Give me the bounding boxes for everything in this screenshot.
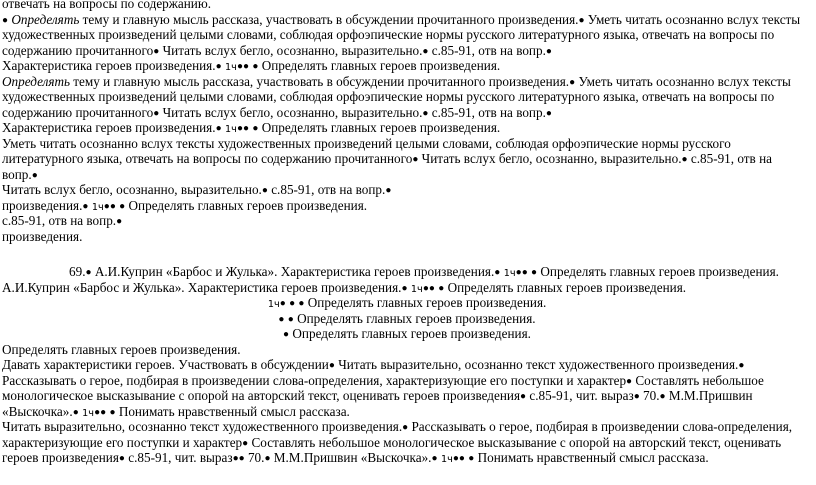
- bullet-icon: ●: [118, 453, 125, 464]
- bullet-icon: ●●: [422, 282, 435, 294]
- text-run: Читать вслух бегло, осознанно, выразительно.: [418, 151, 682, 166]
- text-line: [2, 58, 812, 74]
- text-line: художественных произведений целыми словами, соблюдая орфоэпические нормы русского литературного языка, отвечать на вопросы по: [2, 27, 775, 42]
- bullet-icon: ●: [252, 123, 259, 134]
- bullet-icon: ●: [545, 45, 552, 57]
- text-run: Уметь читать осознанно вслух тексты: [584, 11, 801, 27]
- bullet-icon: ●: [328, 360, 335, 371]
- bullet-icon: ●: [2, 14, 9, 26]
- bullet-icon: ●: [569, 76, 576, 88]
- text-line: [2, 12, 812, 28]
- document-body: [2, 0, 812, 466]
- text-run: А.И.Куприн «Барбос и Жулька». Характеристика героев произведения.: [91, 264, 495, 279]
- text-run: 70.: [244, 450, 265, 465]
- text-run: Уметь читать осознанно вслух тексты: [575, 73, 791, 89]
- hour-label: 1ч: [82, 407, 95, 419]
- text-line: [2, 105, 812, 121]
- text-line: [2, 326, 812, 342]
- text-line: [2, 311, 812, 327]
- text-run: с.85-91, отв на вопр.: [428, 104, 546, 120]
- text-line: [2, 419, 812, 435]
- bullet-icon: ●: [545, 107, 552, 119]
- text-line: [2, 167, 812, 183]
- bullet-icon: ●: [422, 107, 429, 119]
- text-line: [2, 450, 812, 466]
- bullet-icon: ●: [578, 14, 585, 26]
- bullet-icon: ●: [215, 123, 222, 134]
- hour-label: 1ч: [410, 283, 423, 295]
- italic-term: Определять: [11, 11, 80, 27]
- text-run: Понимать нравственный смысл рассказа.: [474, 450, 709, 465]
- text-line: [2, 280, 812, 296]
- text-run: с.85-91, отв на: [687, 151, 772, 166]
- bullet-icon: ●: [278, 313, 285, 325]
- text-line: [2, 295, 812, 311]
- text-run: Определять главных героев произведения.: [293, 310, 536, 326]
- text-run: произведения.: [2, 197, 83, 213]
- text-line: отвечать на вопросы по содержанию.: [2, 0, 211, 11]
- paragraph-gap: [2, 244, 812, 264]
- bullet-icon: ●: [494, 267, 501, 278]
- bullet-icon: ●: [153, 107, 160, 119]
- text-run: Читать выразительно, осознанно текст художественного произведения.: [2, 419, 403, 434]
- bullet-icon: ●: [402, 422, 409, 433]
- text-line: [2, 182, 812, 198]
- hour-label: 1ч: [91, 201, 104, 213]
- bullet-icon: ●●: [515, 267, 528, 278]
- text-line: [2, 43, 812, 59]
- text-run: Характеристика героев произведения.: [2, 58, 216, 73]
- text-run: Составлять небольшое: [632, 372, 764, 388]
- text-line: [2, 435, 812, 451]
- text-run: литературного языка, отвечать на вопросы по содержанию прочитанного: [2, 151, 413, 166]
- text-run: тему и главную мысль рассказа, участвовать в обсуждении прочитанного произведения.: [70, 73, 570, 89]
- text-run: тему и главную мысль рассказа, участвовать в обсуждении прочитанного произведения.: [79, 11, 579, 27]
- bullet-icon: ●: [283, 329, 290, 340]
- bullet-icon: ●: [438, 282, 445, 294]
- text-run: М.М.Пришвин: [665, 388, 753, 403]
- text-run: с.85-91, чит. выраз: [124, 450, 233, 465]
- text-run: Характеристика героев произведения.: [2, 120, 216, 135]
- text-run: героев произведения: [2, 450, 119, 465]
- text-run: Определять главных героев произведения.: [444, 279, 687, 295]
- text-line: [2, 198, 812, 214]
- text-run: с.85-91, отв на вопр.: [2, 213, 117, 228]
- text-run: Читать вслух бегло, осознанно, выразительно.: [159, 42, 423, 58]
- bullet-icon: ●: [82, 200, 89, 212]
- bullet-icon: ●●: [94, 406, 107, 418]
- text-line: [2, 74, 812, 90]
- bullet-icon: ●: [261, 185, 268, 196]
- bullet-icon: ●: [431, 453, 438, 464]
- text-run: 70.: [639, 388, 660, 403]
- bullet-icon: ●: [738, 360, 745, 371]
- bullet-icon: ●: [252, 61, 259, 72]
- bullet-icon: ●: [422, 45, 429, 57]
- bullet-icon: ●: [85, 267, 92, 278]
- bullet-icon: ●: [401, 282, 408, 294]
- bullet-icon: ●: [119, 200, 126, 212]
- text-run: «Выскочка».: [2, 403, 73, 419]
- bullet-icon: ●●: [236, 123, 250, 134]
- text-line: [2, 388, 812, 404]
- text-run: содержанию прочитанного: [2, 104, 154, 120]
- text-run: содержанию прочитанного: [2, 42, 154, 58]
- bullet-icon: ●: [264, 453, 271, 464]
- hour-label: 1ч: [224, 62, 237, 73]
- bullet-icon: ●: [109, 406, 116, 418]
- text-run: Составлять небольшое монологическое высказывание с опорой на авторский текст, оценивать: [248, 434, 782, 450]
- italic-term: Определять: [2, 73, 70, 89]
- text-run: монологическое высказывание с опорой на авторский текст, оценивать героев произведения: [2, 388, 521, 403]
- hour-label: 1ч: [440, 454, 453, 465]
- bullet-icon: ●: [153, 45, 160, 57]
- text-run: Определять главных героев произведения.: [304, 295, 547, 310]
- text-line: [2, 120, 812, 136]
- bullet-icon: ●●: [103, 200, 116, 212]
- text-run: с.85-91, отв на вопр.: [267, 182, 386, 197]
- hour-label: 1ч: [503, 268, 516, 279]
- bullet-icon: ●: [298, 298, 305, 309]
- text-run: М.М.Пришвин «Выскочка».: [270, 450, 432, 465]
- text-run: Определять главных героев произведения.: [289, 326, 531, 341]
- bullet-icon: ●●: [236, 61, 250, 72]
- text-line: [2, 404, 812, 420]
- text-run: Определять главных героев произведения.: [258, 120, 501, 135]
- bullet-icon: ●: [116, 216, 123, 227]
- text-run: Рассказывать о герое, подбирая в произведении слова-определения, характеризующие его поступки и характер: [2, 372, 627, 388]
- bullet-icon: ●: [287, 313, 294, 325]
- hour-label: 1ч: [224, 124, 237, 135]
- text-run: Читать вслух бегло, осознанно, выразительно.: [2, 182, 262, 197]
- text-run: с.85-91, отв на вопр.: [428, 42, 546, 58]
- text-run: Определять главных героев произведения.: [125, 197, 368, 213]
- text-run: Понимать нравственный смысл рассказа.: [115, 403, 350, 419]
- text-run: Давать характеристики героев. Участвовать в обсуждении: [2, 357, 329, 372]
- text-run: 69.: [69, 264, 86, 279]
- bullet-icon: ●●: [232, 453, 245, 464]
- text-line: Определять главных героев произведения.: [2, 341, 241, 357]
- text-run: Определять главных героев произведения.: [537, 264, 779, 279]
- text-run: Рассказывать о герое, подбирая в произведении слова-определения,: [408, 419, 793, 434]
- bullet-icon: ●: [520, 391, 527, 402]
- bullet-icon: ●: [289, 298, 296, 309]
- bullet-icon: ●: [385, 185, 392, 196]
- text-line: произведения.: [2, 228, 83, 244]
- bullet-icon: ●: [659, 391, 666, 402]
- bullet-icon: ●: [633, 391, 640, 402]
- text-line: [2, 357, 812, 373]
- text-run: Определять главных героев произведения.: [258, 58, 501, 73]
- bullet-icon: ●: [681, 154, 688, 165]
- text-line: [2, 264, 812, 280]
- bullet-icon: ●: [279, 298, 286, 309]
- hour-label: 1ч: [267, 299, 280, 310]
- text-line: [2, 373, 812, 389]
- text-run: характеризующие его поступки и характер: [2, 434, 243, 450]
- text-run: Читать вслух бегло, осознанно, выразительно.: [159, 104, 423, 120]
- text-run: с.85-91, чит. выраз: [526, 388, 634, 403]
- text-line: [2, 151, 812, 167]
- bullet-icon: ●: [468, 453, 475, 464]
- bullet-icon: ●: [72, 406, 79, 418]
- bullet-icon: ●●: [452, 453, 465, 464]
- bullet-icon: ●: [242, 437, 249, 449]
- text-line: [2, 213, 812, 229]
- text-run: Читать выразительно, осознанно текст художественного произведения.: [334, 357, 739, 372]
- bullet-icon: ●: [626, 375, 633, 387]
- bullet-icon: ●: [412, 154, 419, 165]
- bullet-icon: ●: [215, 61, 222, 72]
- text-line: художественных произведений целыми словами, соблюдая орфоэпические нормы русского литературного языка, отвечать на вопросы по: [2, 89, 775, 104]
- text-run: А.И.Куприн «Барбос и Жулька». Характеристика героев произведения.: [2, 279, 402, 295]
- bullet-icon: ●: [531, 267, 538, 278]
- text-run: вопр.: [2, 166, 32, 182]
- text-line: Уметь читать осознанно вслух тексты художественных произведений целыми словами, соблюдая орфоэпические нормы русского: [2, 135, 731, 151]
- bullet-icon: ●: [31, 169, 38, 181]
